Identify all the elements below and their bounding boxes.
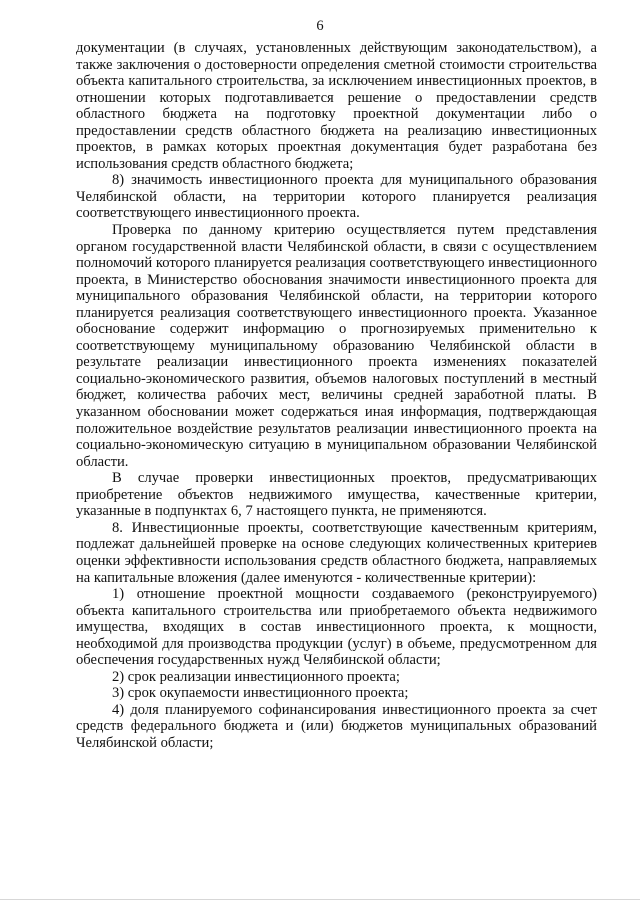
paragraph-item-8-significance: 8) значимость инвестиционного проекта для муниципального образования Челябинской области, на территории которого планируется реализация соответствующего инвестиционного проекта.	[76, 172, 597, 222]
paragraph-verification: Проверка по данному критерию осуществляется путем представления органом государственной власти Челябинской области, в связи с осуществлением полномочий которого планируется реализация соответствующего инвестиционного проекта, в Министерство обоснования значимости инвестиционного проекта для муниципального образования Челябинской области, на территории которого планируется реализация соответствующего инвестиционного проекта. Указанное обоснование содержит информацию о прогнозируемых применительно к соответствующему муниципальному образованию Челябинской области в результате реализации инвестиционного проекта изменениях показателей социально-экономического развития, объемов налоговых поступлений в местный бюджет, количества рабочих мест, величины средней заработной платы. В указанном обосновании может содержаться иная информация, подтверждающая положительное воздействие результатов реализации инвестиционного проекта на социально-экономическую ситуацию в муниципальном образовании Челябинской области.	[76, 222, 597, 470]
document-body	[76, 40, 597, 752]
page-bottom-edge	[0, 899, 640, 900]
page-number: 6	[316, 18, 324, 34]
paragraph-real-estate-exception: В случае проверки инвестиционных проектов, предусматривающих приобретение объектов недвижимого имущества, качественные критерии, указанные в подпунктах 6, 7 настоящего пункта, не применяются.	[76, 470, 597, 520]
paragraph-continuation: документации (в случаях, установленных действующим законодательством), а также заключения о достоверности определения сметной стоимости строительства объекта капитального строительства, за исключением инвестиционных проектов, в отношении которых подготавливается решение о предоставлении средств областного бюджета на подготовку проектной документации либо о предоставлении средств областного бюджета на реализацию инвестиционных проектов, в рамках которых проектная документация будет разработана без использования средств областного бюджета;	[76, 40, 597, 172]
list-item-2: 2) срок реализации инвестиционного проекта;	[112, 668, 400, 685]
list-item-1: 1) отношение проектной мощности создаваемого (реконструируемого) объекта капитального строительства или приобретаемого объекта недвижимого имущества, входящих в состав инвестиционного проекта, к мощности, необходимой для производства продукции (услуг) в объеме, предусмотренном для обеспечения государственных нужд Челябинской области;	[76, 586, 597, 669]
paragraph-section-8: 8. Инвестиционные проекты, соответствующие качественным критериям, подлежат дальнейшей проверке на основе следующих количественных критериев оценки эффективности использования средств областного бюджета, направляемых на капитальные вложения (далее именуются - количественные критерии):	[76, 519, 597, 586]
list-item-3: 3) срок окупаемости инвестиционного проекта;	[112, 685, 409, 702]
list-item-4: 4) доля планируемого софинансирования инвестиционного проекта за счет средств федерального бюджета и (или) бюджетов муниципальных образований Челябинской области;	[76, 701, 597, 751]
